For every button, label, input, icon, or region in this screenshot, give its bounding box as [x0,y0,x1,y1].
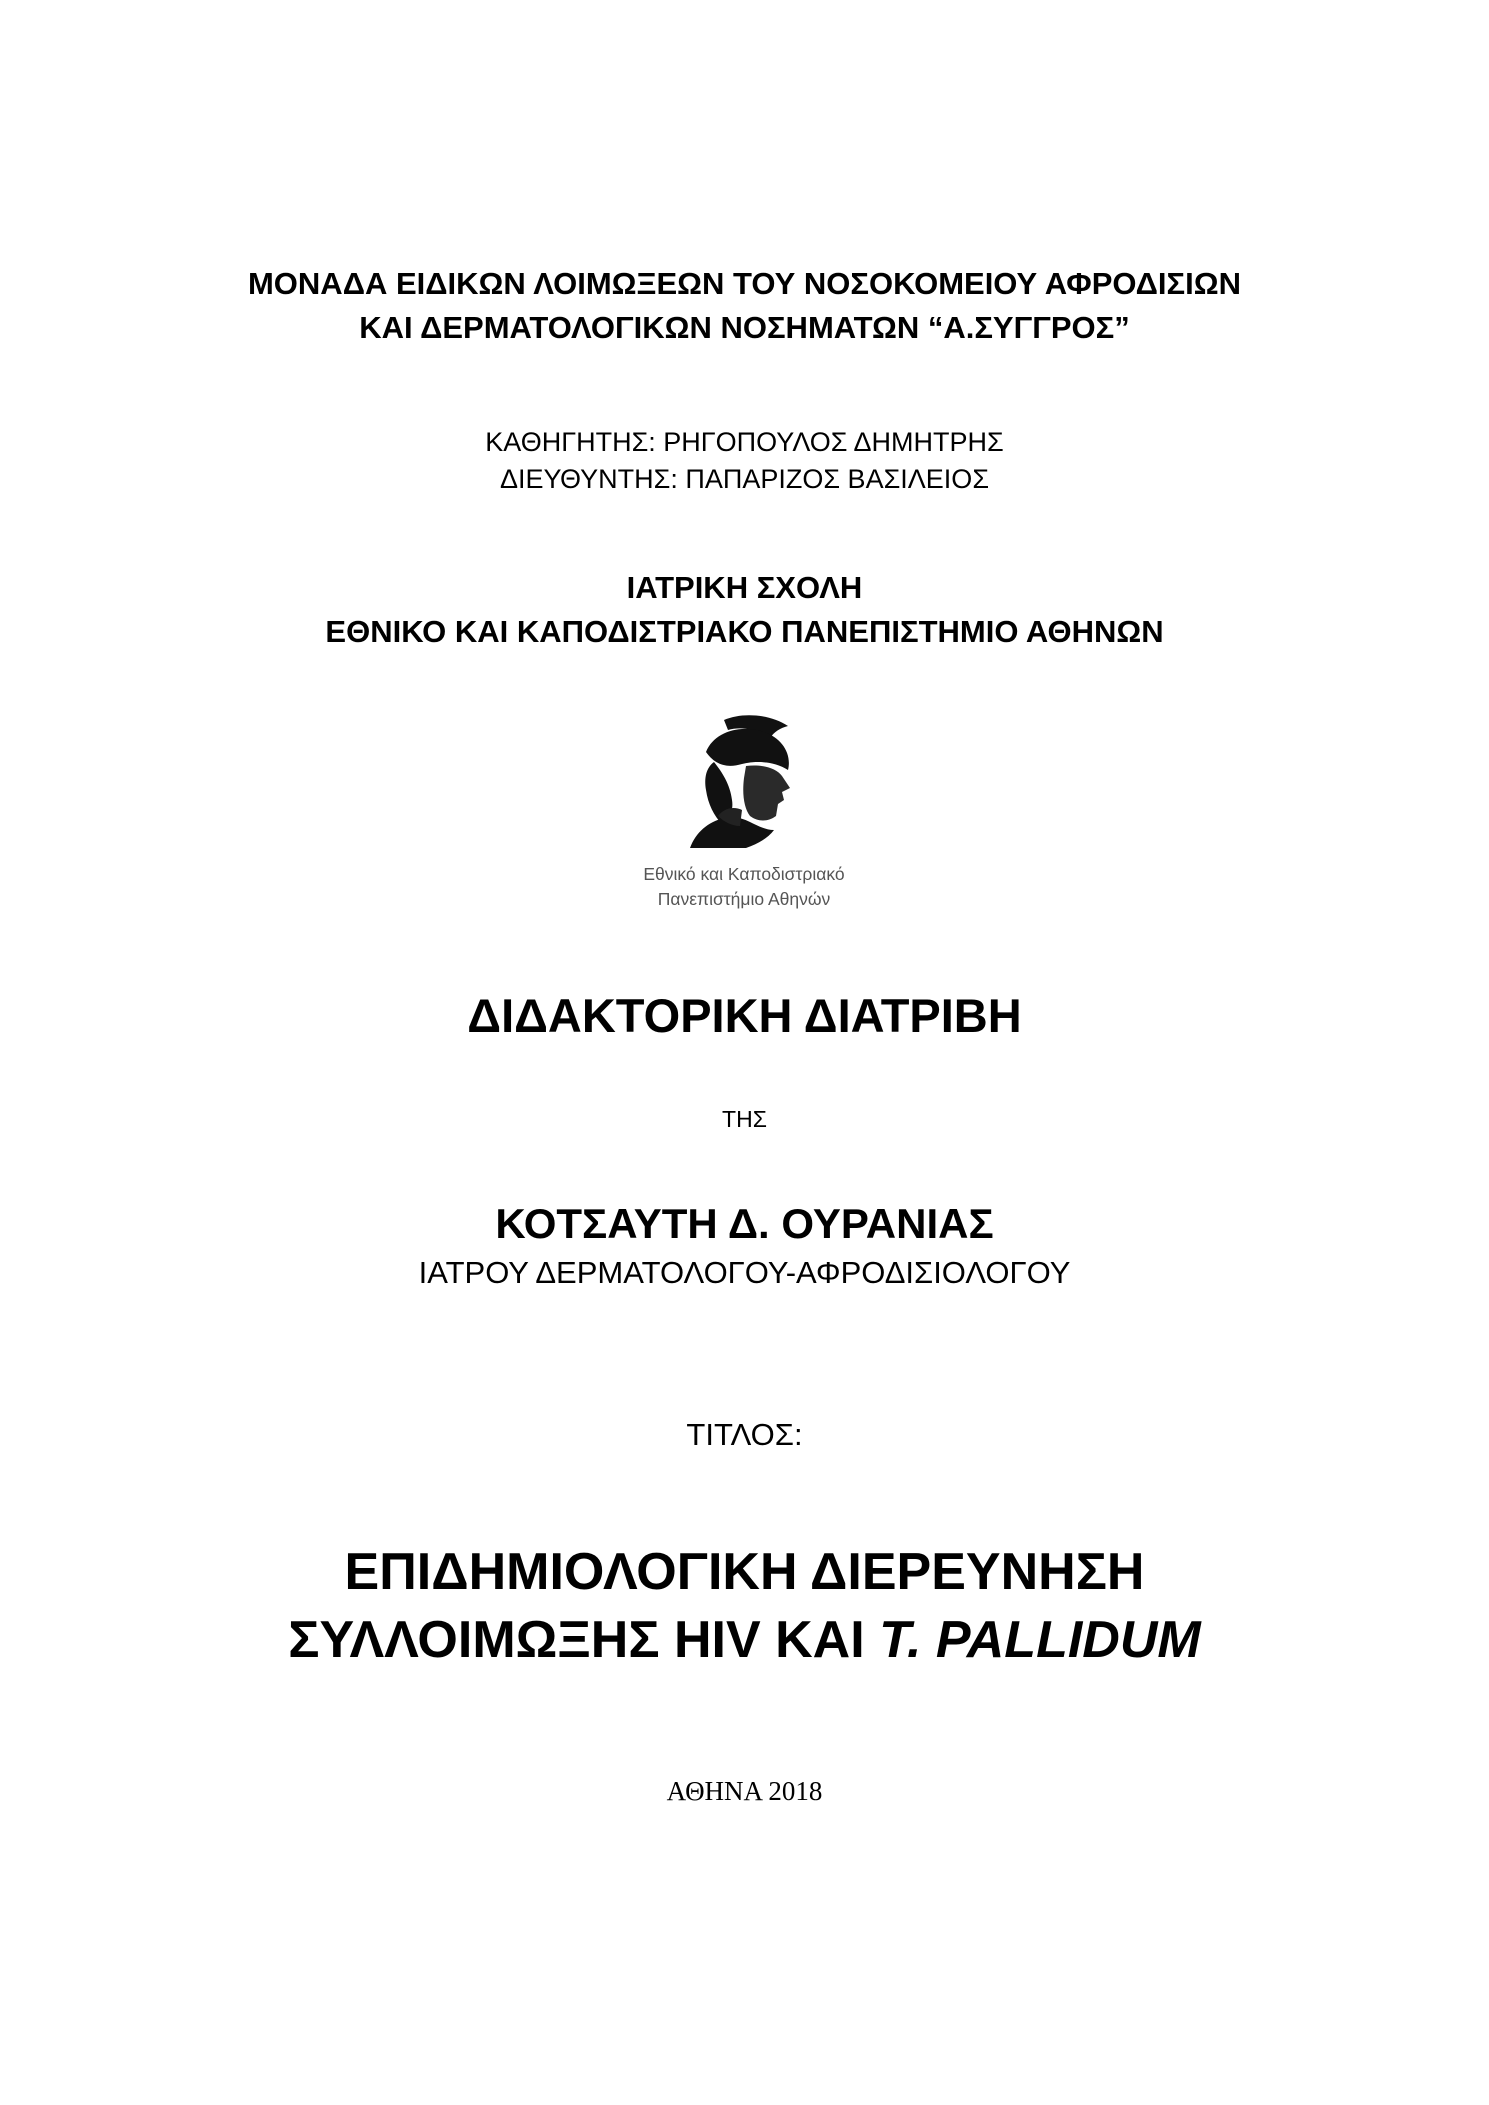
faculty-name: ΙΑΤΡΙΚΗ ΣΧΟΛΗ [626,570,863,605]
author-preposition-label: ΤΗΣ [722,1106,767,1132]
author-name [0,1197,1489,1251]
author-name-label: ΚΟΤΣΑΥΤΗ Δ. ΟΥΡΑΝΙΑΣ [495,1200,994,1247]
thesis-type [0,987,1489,1045]
author-profession [0,1253,1489,1293]
thesis-title-line-1: ΕΠΙΔΗΜΙΟΛΟΓΙΚΗ ΔΙΕΡΕΥΝΗΣΗ [344,1543,1145,1601]
school-info [0,566,1489,654]
thesis-title-line-2-main: ΣΥΛΛΟΙΜΩΞΗΣ HIV ΚΑΙ [288,1611,880,1669]
author-preposition [0,1104,1489,1134]
place-and-year-label: ΑΘΗΝΑ 2018 [666,1776,823,1806]
department-header-line-2: ΚΑΙ ΔΕΡΜΑΤΟΛΟΓΙΚΩΝ ΝΟΣΗΜΑΤΩΝ “Α.ΣΥΓΓΡΟΣ” [359,310,1130,345]
department-header-line-1: ΜΟΝΑΔΑ ΕΙΔΙΚΩΝ ΛΟΙΜΩΞΕΩΝ ΤΟΥ ΝΟΣΟΚΟΜΕΙΟΥ ΑΦΡΟΔΙΣΙΩΝ [247,266,1241,301]
director-line: ΔΙΕΥΘΥΝΤΗΣ: ΠΑΠΑΡΙΖΟΣ ΒΑΣΙΛΕΙΟΣ [499,464,990,494]
professor-line: ΚΑΘΗΓΗΤΗΣ: ΡΗΓΟΠΟΥΛΟΣ ΔΗΜΗΤΡΗΣ [485,427,1004,457]
university-logo [594,712,894,912]
athena-helmet-icon [684,712,804,852]
author-profession-label: ΙΑΤΡΟΥ ΔΕΡΜΑΤΟΛΟΓΟΥ-ΑΦΡΟΔΙΣΙΟΛΟΓΟΥ [418,1255,1071,1290]
department-header [0,262,1489,350]
title-label [0,1415,1489,1455]
thesis-title-line-2 [0,1606,1489,1674]
logo-caption [594,862,894,912]
thesis-title-pathogen: T. PALLIDUM [879,1611,1201,1669]
staff-info [0,424,1489,498]
thesis-title [0,1538,1489,1674]
logo-caption-line-2: Πανεπιστήμιο Αθηνών [657,889,831,909]
thesis-type-label: ΔΙΔΑΚΤΟΡΙΚΗ ΔΙΑΤΡΙΒΗ [467,989,1022,1042]
university-name: ΕΘΝΙΚΟ ΚΑΙ ΚΑΠΟΔΙΣΤΡΙΑΚΟ ΠΑΝΕΠΙΣΤΗΜΙΟ ΑΘΗΝΩΝ [325,614,1164,649]
logo-caption-line-1: Εθνικό και Καποδιστριακό [643,864,845,884]
place-and-year [0,1773,1489,1809]
title-label-text: ΤΙΤΛΟΣ: [686,1417,803,1452]
